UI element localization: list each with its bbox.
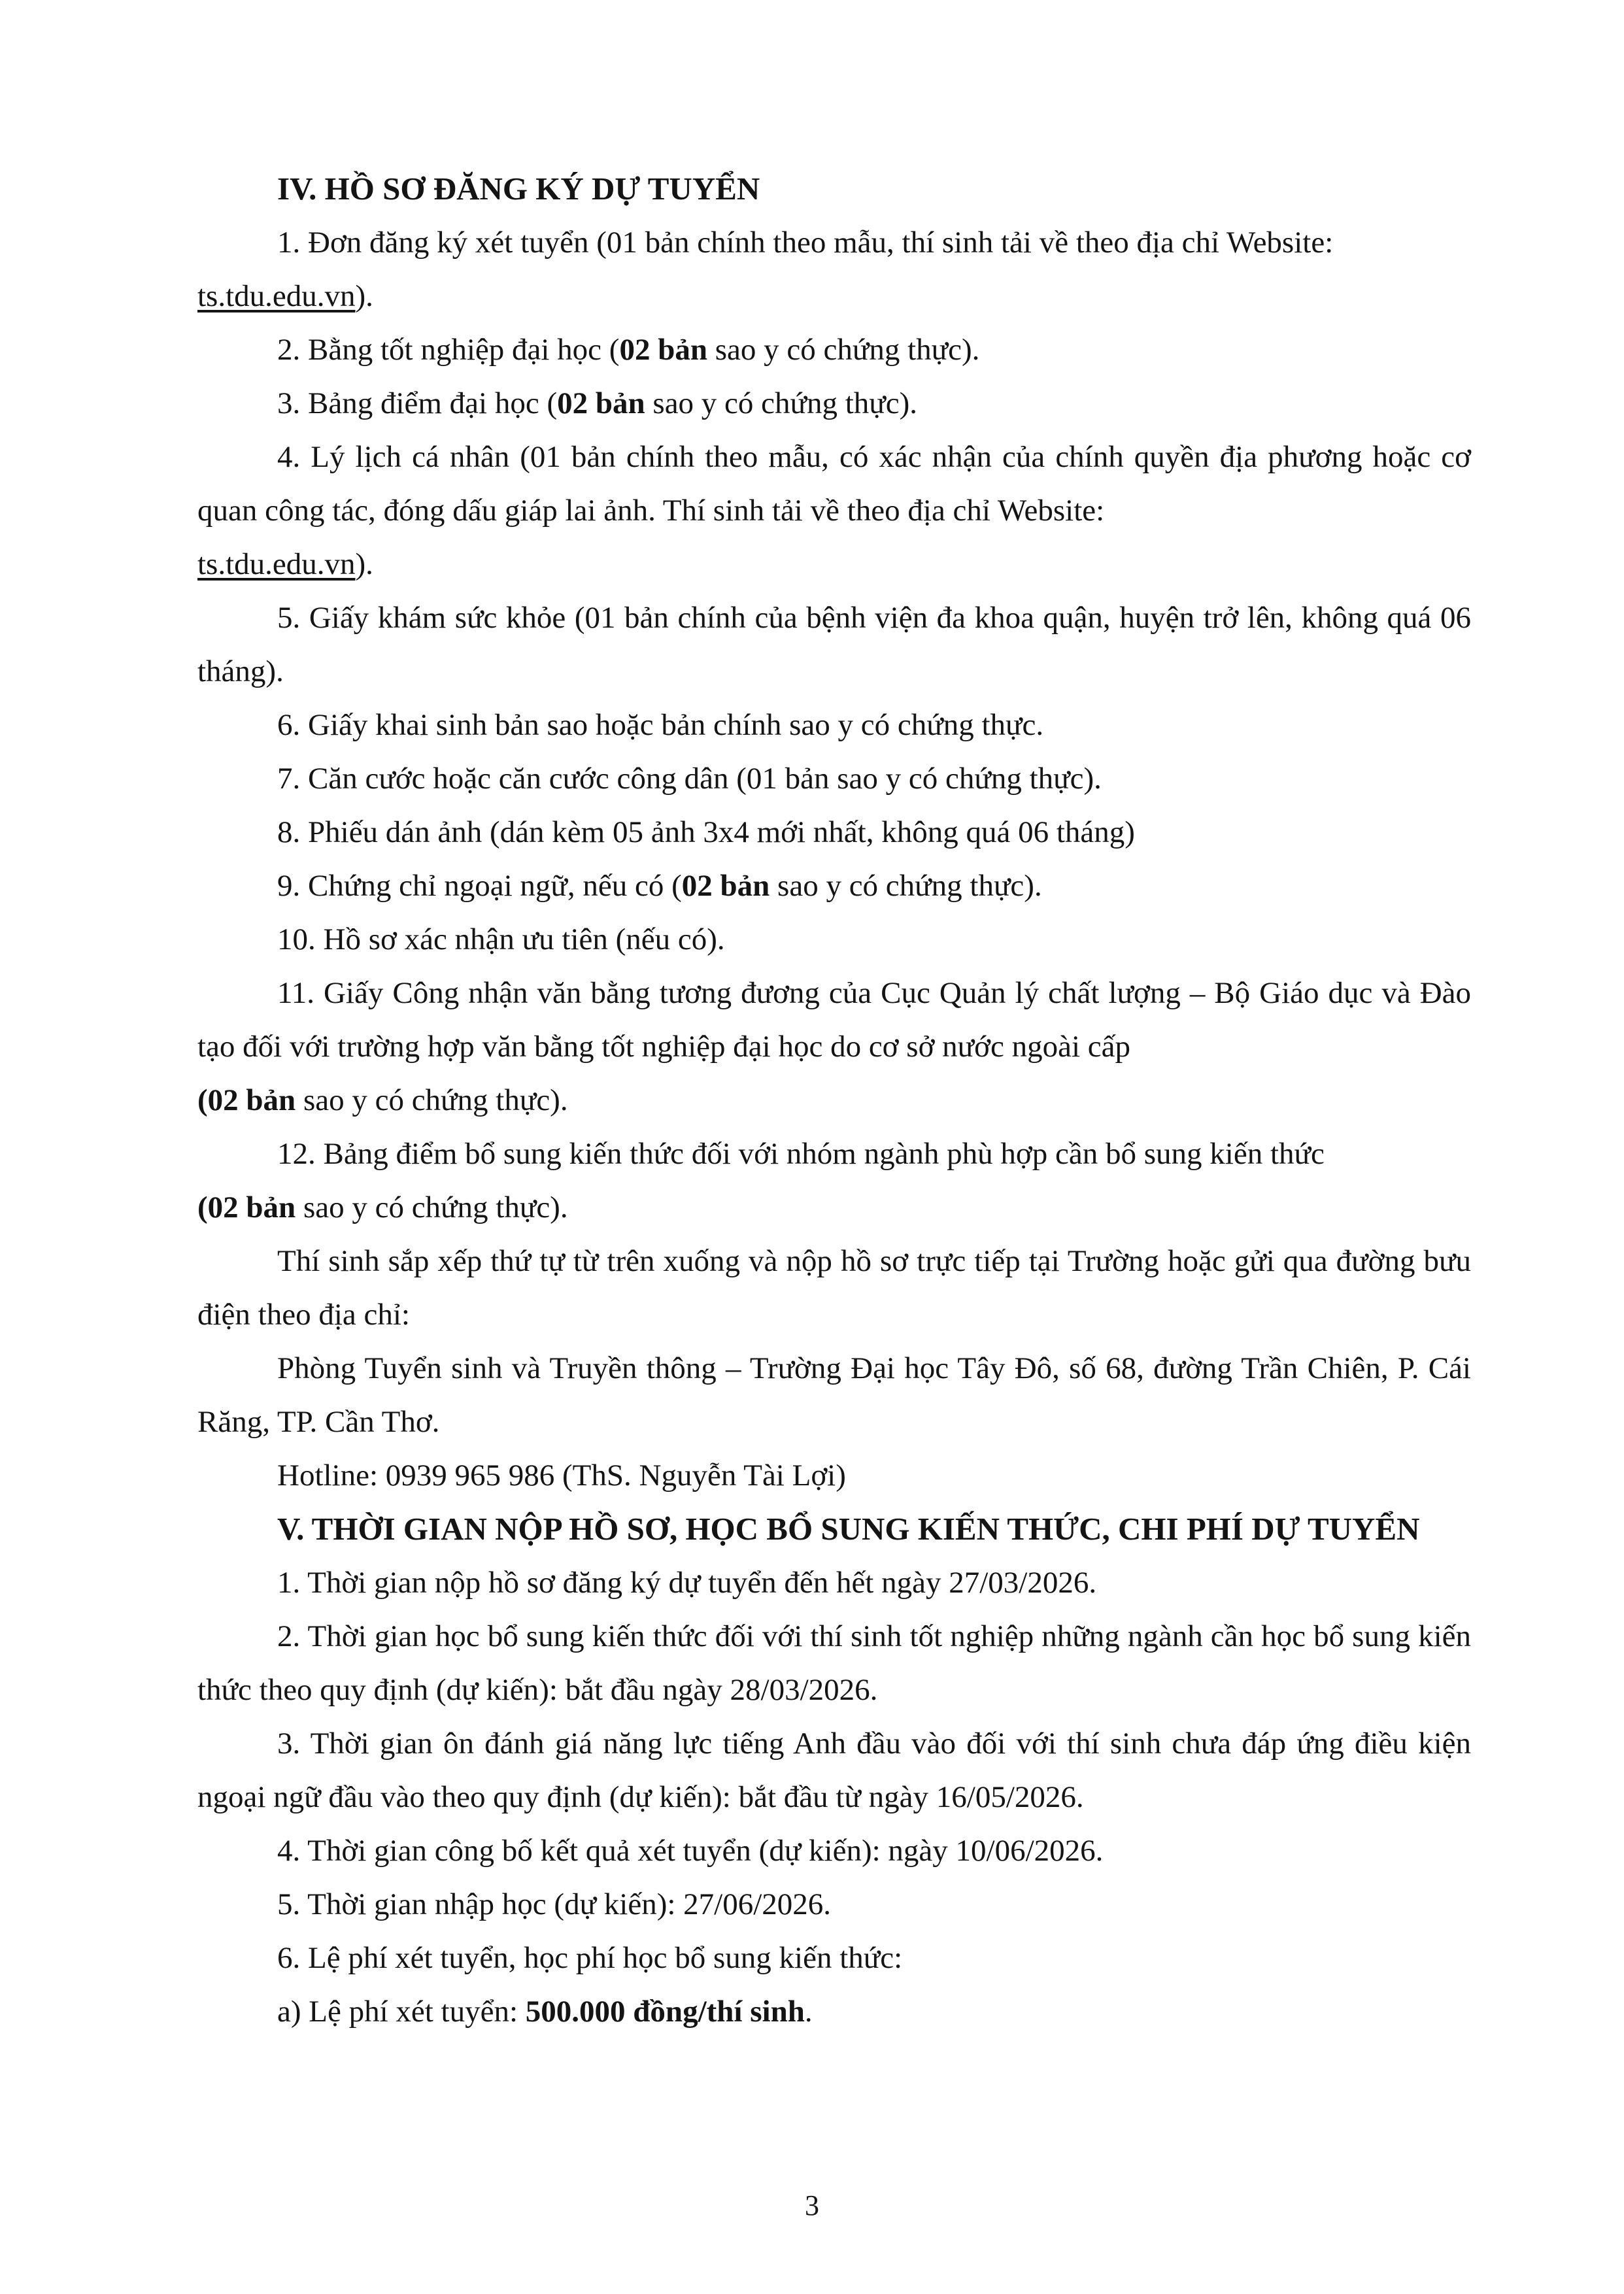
item-10: 10. Hồ sơ xác nhận ưu tiên (nếu có). bbox=[277, 922, 725, 956]
item-6: 6. Giấy khai sinh bản sao hoặc bản chính sao y có chứng thực. bbox=[277, 708, 1044, 742]
hotline: Hotline: 0939 965 986 (ThS. Nguyễn Tài Lợi) bbox=[277, 1459, 846, 1493]
item-8: 8. Phiếu dán ảnh (dán kèm 05 ảnh 3x4 mới nhất, không quá 06 tháng) bbox=[277, 815, 1135, 849]
item-11-continuation: (02 bản sao y có chứng thực). bbox=[197, 1083, 568, 1117]
section-5-heading: V. THỜI GIAN NỘP HỒ SƠ, HỌC BỔ SUNG KIẾN THỨC, CHI PHÍ DỰ TUYỂN bbox=[277, 1511, 1420, 1547]
item-1: 1. Đơn đăng ký xét tuyển (01 bản chính theo mẫu, thí sinh tải về theo địa chỉ Website: bbox=[277, 226, 1334, 260]
item-12: 12. Bảng điểm bổ sung kiến thức đối với nhóm ngành phù hợp cần bổ sung kiến thức bbox=[277, 1137, 1325, 1171]
timeline-item-6: 6. Lệ phí xét tuyển, học phí học bổ sung kiến thức: bbox=[277, 1941, 903, 1975]
item-4: 4. Lý lịch cá nhân (01 bản chính theo mẫu, có xác nhận của chính quyền địa phương hoặc cơ quan công tác, đóng dấu giáp lai ảnh. Thí sinh tải về theo địa chỉ Website: bbox=[197, 440, 1471, 528]
item-12-continuation: (02 bản sao y có chứng thực). bbox=[197, 1190, 568, 1224]
item-1-continuation: ts.tdu.edu.vn). bbox=[197, 279, 373, 313]
section-4-heading: IV. HỒ SƠ ĐĂNG KÝ DỰ TUYỂN bbox=[277, 171, 760, 207]
timeline-item-5: 5. Thời gian nhập học (dự kiến): 27/06/2026. bbox=[277, 1887, 832, 1921]
item-3: 3. Bảng điểm đại học (02 bản sao y có chứng thực). bbox=[277, 386, 918, 420]
website-link[interactable]: ts.tdu.edu.vn bbox=[197, 279, 356, 313]
page-number: 3 bbox=[805, 2189, 819, 2221]
item-11: 11. Giấy Công nhận văn bằng tương đương của Cục Quản lý chất lượng – Bộ Giáo dục và Đào tạo đối với trường hợp văn bằng tốt nghiệp đại học do cơ sở nước ngoài cấp bbox=[197, 976, 1471, 1064]
timeline-item-4: 4. Thời gian công bố kết quả xét tuyển (dự kiến): ngày 10/06/2026. bbox=[277, 1834, 1104, 1868]
page-content bbox=[197, 162, 1471, 2038]
item-2: 2. Bằng tốt nghiệp đại học (02 bản sao y có chứng thực). bbox=[277, 333, 980, 367]
fee-item-a: a) Lệ phí xét tuyển: 500.000 đồng/thí sinh. bbox=[277, 1995, 813, 2029]
timeline-item-3: 3. Thời gian ôn đánh giá năng lực tiếng Anh đầu vào đối với thí sinh chưa đáp ứng điều kiện ngoại ngữ đầu vào theo quy định (dự kiến): bắt đầu từ ngày 16/05/2026. bbox=[197, 1727, 1471, 1814]
item-4-continuation: ts.tdu.edu.vn). bbox=[197, 547, 373, 581]
item-5: 5. Giấy khám sức khỏe (01 bản chính của bệnh viện đa khoa quận, huyện trở lên, không quá 06 tháng). bbox=[197, 601, 1471, 688]
item-7: 7. Căn cước hoặc căn cước công dân (01 bản sao y có chứng thực). bbox=[277, 762, 1102, 796]
timeline-item-2: 2. Thời gian học bổ sung kiến thức đối với thí sinh tốt nghiệp những ngành cần học bổ sung kiến thức theo quy định (dự kiến): bắt đầu ngày 28/03/2026. bbox=[197, 1619, 1471, 1707]
address: Phòng Tuyển sinh và Truyền thông – Trường Đại học Tây Đô, số 68, đường Trần Chiên, P. Cái Răng, TP. Cần Thơ. bbox=[197, 1351, 1471, 1439]
submit-note: Thí sinh sắp xếp thứ tự từ trên xuống và nộp hồ sơ trực tiếp tại Trường hoặc gửi qua đường bưu điện theo địa chỉ: bbox=[197, 1244, 1471, 1332]
website-link[interactable]: ts.tdu.edu.vn bbox=[197, 547, 356, 581]
item-9: 9. Chứng chỉ ngoại ngữ, nếu có (02 bản sao y có chứng thực). bbox=[277, 869, 1042, 903]
timeline-item-1: 1. Thời gian nộp hồ sơ đăng ký dự tuyển đến hết ngày 27/03/2026. bbox=[277, 1566, 1097, 1600]
